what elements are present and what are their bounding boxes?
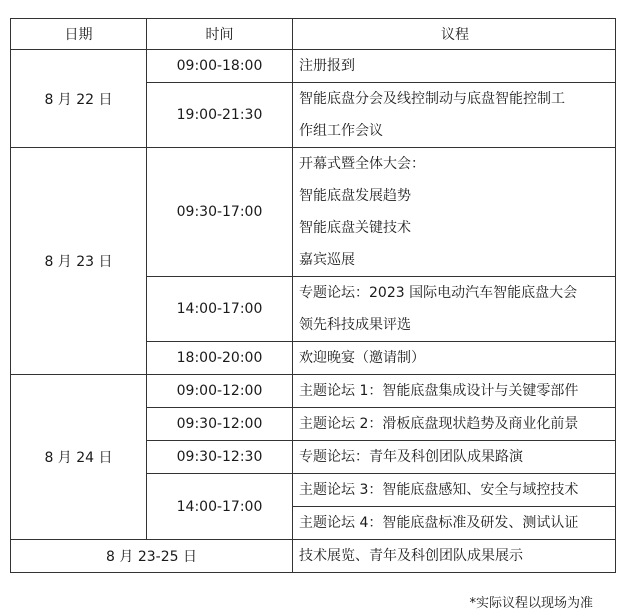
agenda-cell: [293, 540, 616, 573]
header-date: 日期: [11, 19, 147, 50]
agenda-line: 智能底盘发展趋势: [299, 188, 411, 204]
time-cell: 09:00-12:00: [147, 375, 293, 408]
agenda-line: 注册报到: [299, 58, 355, 74]
date-cell: 8 月 23 日: [11, 148, 147, 375]
agenda-line: 智能底盘分会及线控制动与底盘智能控制工: [299, 91, 565, 107]
agenda-line: 技术展览、青年及科创团队成果展示: [299, 548, 523, 564]
date-cell: 8 月 24 日: [11, 375, 147, 540]
time-cell: 19:00-21:30: [147, 83, 293, 148]
header-agenda: 议程: [293, 19, 616, 50]
agenda-table: [10, 18, 616, 573]
agenda-line: 主题论坛 2：滑板底盘现状趋势及商业化前景: [299, 416, 579, 432]
agenda-line: 欢迎晚宴（邀请制）: [299, 350, 425, 366]
agenda-cell: [293, 507, 616, 540]
agenda-cell: [293, 441, 616, 474]
date-cell: 8 月 22 日: [11, 50, 147, 148]
date-cell: 8 月 23-25 日: [11, 540, 293, 573]
agenda-line: 嘉宾巡展: [299, 252, 355, 268]
agenda-line: 开幕式暨全体大会：: [299, 156, 425, 172]
agenda-line: 领先科技成果评选: [299, 317, 411, 333]
agenda-line: 主题论坛 1：智能底盘集成设计与关键零部件: [299, 383, 579, 399]
table-row: [11, 148, 616, 277]
time-cell: 14:00-17:00: [147, 277, 293, 342]
time-cell: 09:00-18:00: [147, 50, 293, 83]
agenda-line: 作组工作会议: [299, 123, 383, 139]
agenda-cell: [293, 375, 616, 408]
agenda-cell: [293, 342, 616, 375]
time-cell: 14:00-17:00: [147, 474, 293, 540]
time-cell: 09:30-12:00: [147, 408, 293, 441]
header-row: [11, 19, 616, 50]
time-cell: 18:00-20:00: [147, 342, 293, 375]
agenda-line: 专题论坛：青年及科创团队成果路演: [299, 449, 523, 465]
time-cell: 09:30-12:30: [147, 441, 293, 474]
agenda-line: 主题论坛 3：智能底盘感知、安全与域控技术: [299, 482, 579, 498]
header-time: 时间: [147, 19, 293, 50]
table-row: [11, 540, 616, 573]
table-row: [11, 50, 616, 83]
agenda-cell: [293, 474, 616, 507]
agenda-cell: [293, 277, 616, 342]
time-cell: 09:30-17:00: [147, 148, 293, 277]
agenda-cell: [293, 50, 616, 83]
agenda-line: 主题论坛 4：智能底盘标准及研发、测试认证: [299, 515, 579, 531]
table-row: [11, 375, 616, 408]
agenda-line: 专题论坛：2023 国际电动汽车智能底盘大会: [299, 285, 578, 301]
agenda-line: 智能底盘关键技术: [299, 220, 411, 236]
agenda-cell: [293, 408, 616, 441]
agenda-cell: [293, 83, 616, 148]
agenda-cell: [293, 148, 616, 277]
footnote: *实际议程以现场为准: [469, 596, 593, 611]
